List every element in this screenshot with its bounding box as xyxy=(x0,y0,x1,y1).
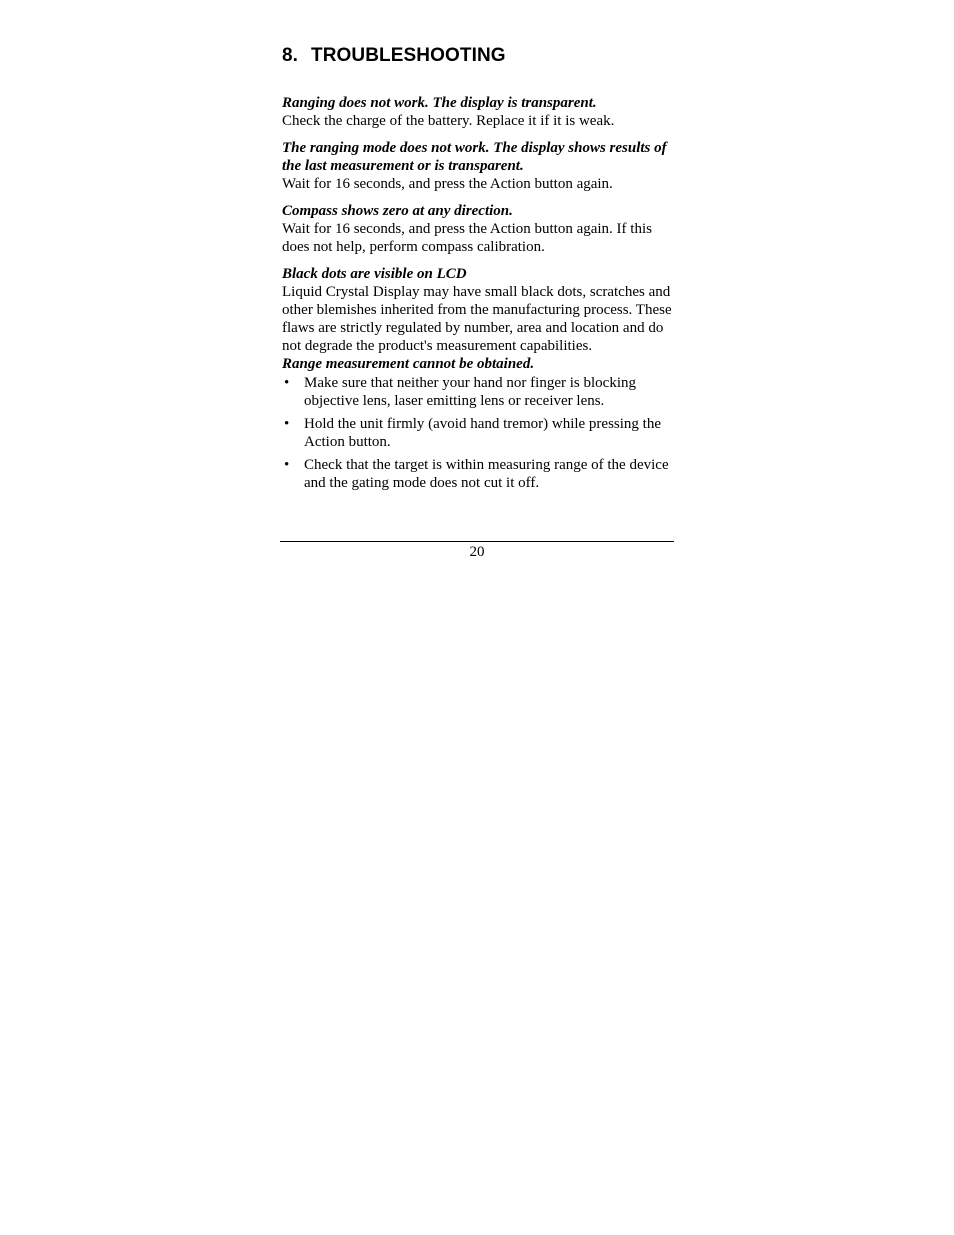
tip-text: Check that the target is within measuring range of the device and the gating mode does not cut it off. xyxy=(304,457,669,491)
issue-item xyxy=(282,94,674,130)
issue-solution: Check the charge of the battery. Replace it if it is weak. xyxy=(282,113,615,129)
list-item xyxy=(282,374,674,410)
list-item xyxy=(282,456,674,492)
section-heading xyxy=(282,44,674,68)
issue-item xyxy=(282,139,674,193)
bullet-icon: • xyxy=(284,457,290,473)
issue-solution: Wait for 16 seconds, and press the Action button again. If this does not help, perform compass calibration. xyxy=(282,221,652,255)
issue-item xyxy=(282,265,674,355)
footer-divider xyxy=(280,541,674,542)
issue-solution: Liquid Crystal Display may have small black dots, scratches and other blemishes inherited from the manufacturing process. These flaws are strictly regulated by number, area and location and do not degrade the product's measurement capabilities. xyxy=(282,284,672,354)
issue-title: Ranging does not work. The display is transparent. xyxy=(282,95,597,111)
bullet-icon: • xyxy=(284,375,290,391)
troubleshooting-list xyxy=(282,94,674,492)
tip-text: Hold the unit firmly (avoid hand tremor) while pressing the Action button. xyxy=(304,416,662,450)
issue-title: Range measurement cannot be obtained. xyxy=(282,356,535,372)
issue-title: The ranging mode does not work. The display shows results of the last measurement or is transparent. xyxy=(282,140,667,174)
section-title: TROUBLESHOOTING xyxy=(311,45,506,66)
issue-title: Black dots are visible on LCD xyxy=(282,266,467,282)
tip-text: Make sure that neither your hand nor finger is blocking objective lens, laser emitting lens or receiver lens. xyxy=(304,375,636,409)
section-number: 8. xyxy=(282,45,299,66)
range-tips-list xyxy=(282,374,674,492)
bullet-icon: • xyxy=(284,416,290,432)
issue-item xyxy=(282,355,674,492)
page-content xyxy=(282,44,674,497)
issue-item xyxy=(282,202,674,256)
issue-title: Compass shows zero at any direction. xyxy=(282,203,513,219)
issue-solution: Wait for 16 seconds, and press the Action button again. xyxy=(282,176,613,192)
list-item xyxy=(282,415,674,451)
page-number: 20 xyxy=(469,544,485,560)
